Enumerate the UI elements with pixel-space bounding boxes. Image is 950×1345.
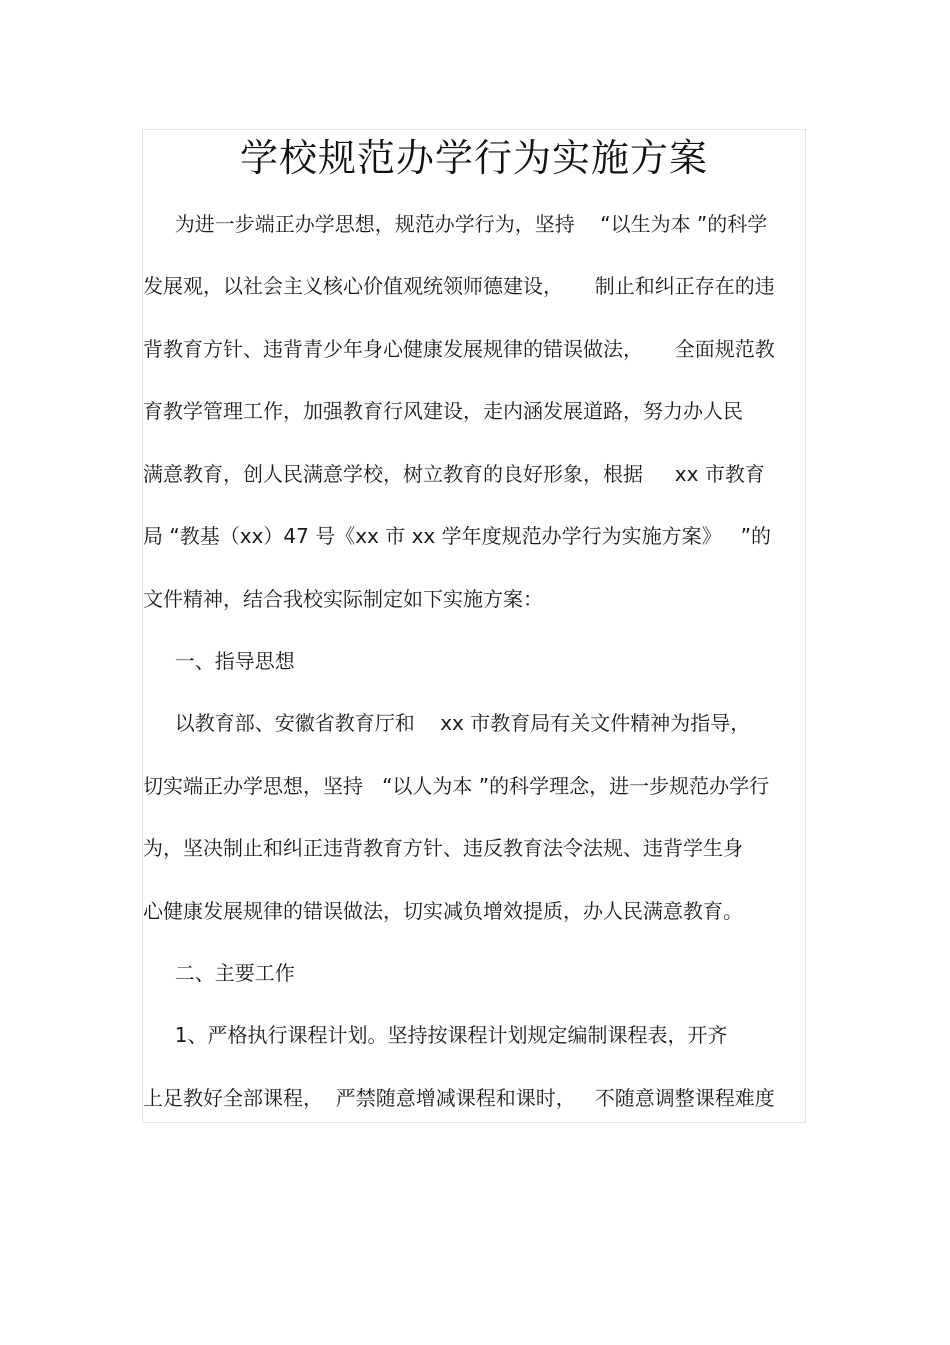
document-title: 学校规范办学行为实施方案 [239,136,708,180]
paragraph-line: 为，坚决制止和纠正违背教育方针、违反教育法令法规、违背学生身 [143,836,743,860]
paragraph-line: 育教学管理工作，加强教育行风建设，走内涵发展道路，努力办人民 [143,399,743,423]
paragraph-line: 切实端正办学思想，坚持 “以人为本 ”的科学理念，进一步规范办学行 [143,774,770,798]
paragraph-line: 以教育部、安徽省教育厅和 xx 市教育局有关文件精神为指导， [143,711,751,735]
paragraph-line: 背教育方针、违背青少年身心健康发展规律的错误做法， 全面规范教 [143,337,775,361]
paragraph-line: 1、严格执行课程计划。坚持按课程计划规定编制课程表，开齐 [143,1023,728,1047]
paragraph-line: 文件精神，结合我校实际制定如下实施方案： [143,587,543,611]
paragraph-line: 上足教好全部课程， 严禁随意增减课程和课时， 不随意调整课程难度 [143,1086,775,1110]
section-heading: 一、指导思想 [143,649,295,673]
paragraph-line: 满意教育，创人民满意学校，树立教育的良好形象，根据 xx 市教育 [143,462,765,486]
paragraph-line: 心健康发展规律的错误做法，切实减负增效提质，办人民满意教育。 [143,899,743,923]
paragraph-line: 发展观，以社会主义核心价值观统领师德建设， 制止和纠正存在的违 [143,274,775,298]
paragraph-line: 局 “教基（xx）47 号《xx 市 xx 学年度规范办学行为实施方案》 ”的 [143,524,772,548]
paragraph-line: 为进一步端正办学思想，规范办学行为，坚持 “以生为本 ”的科学 [143,212,768,236]
section-heading: 二、主要工作 [143,961,295,985]
